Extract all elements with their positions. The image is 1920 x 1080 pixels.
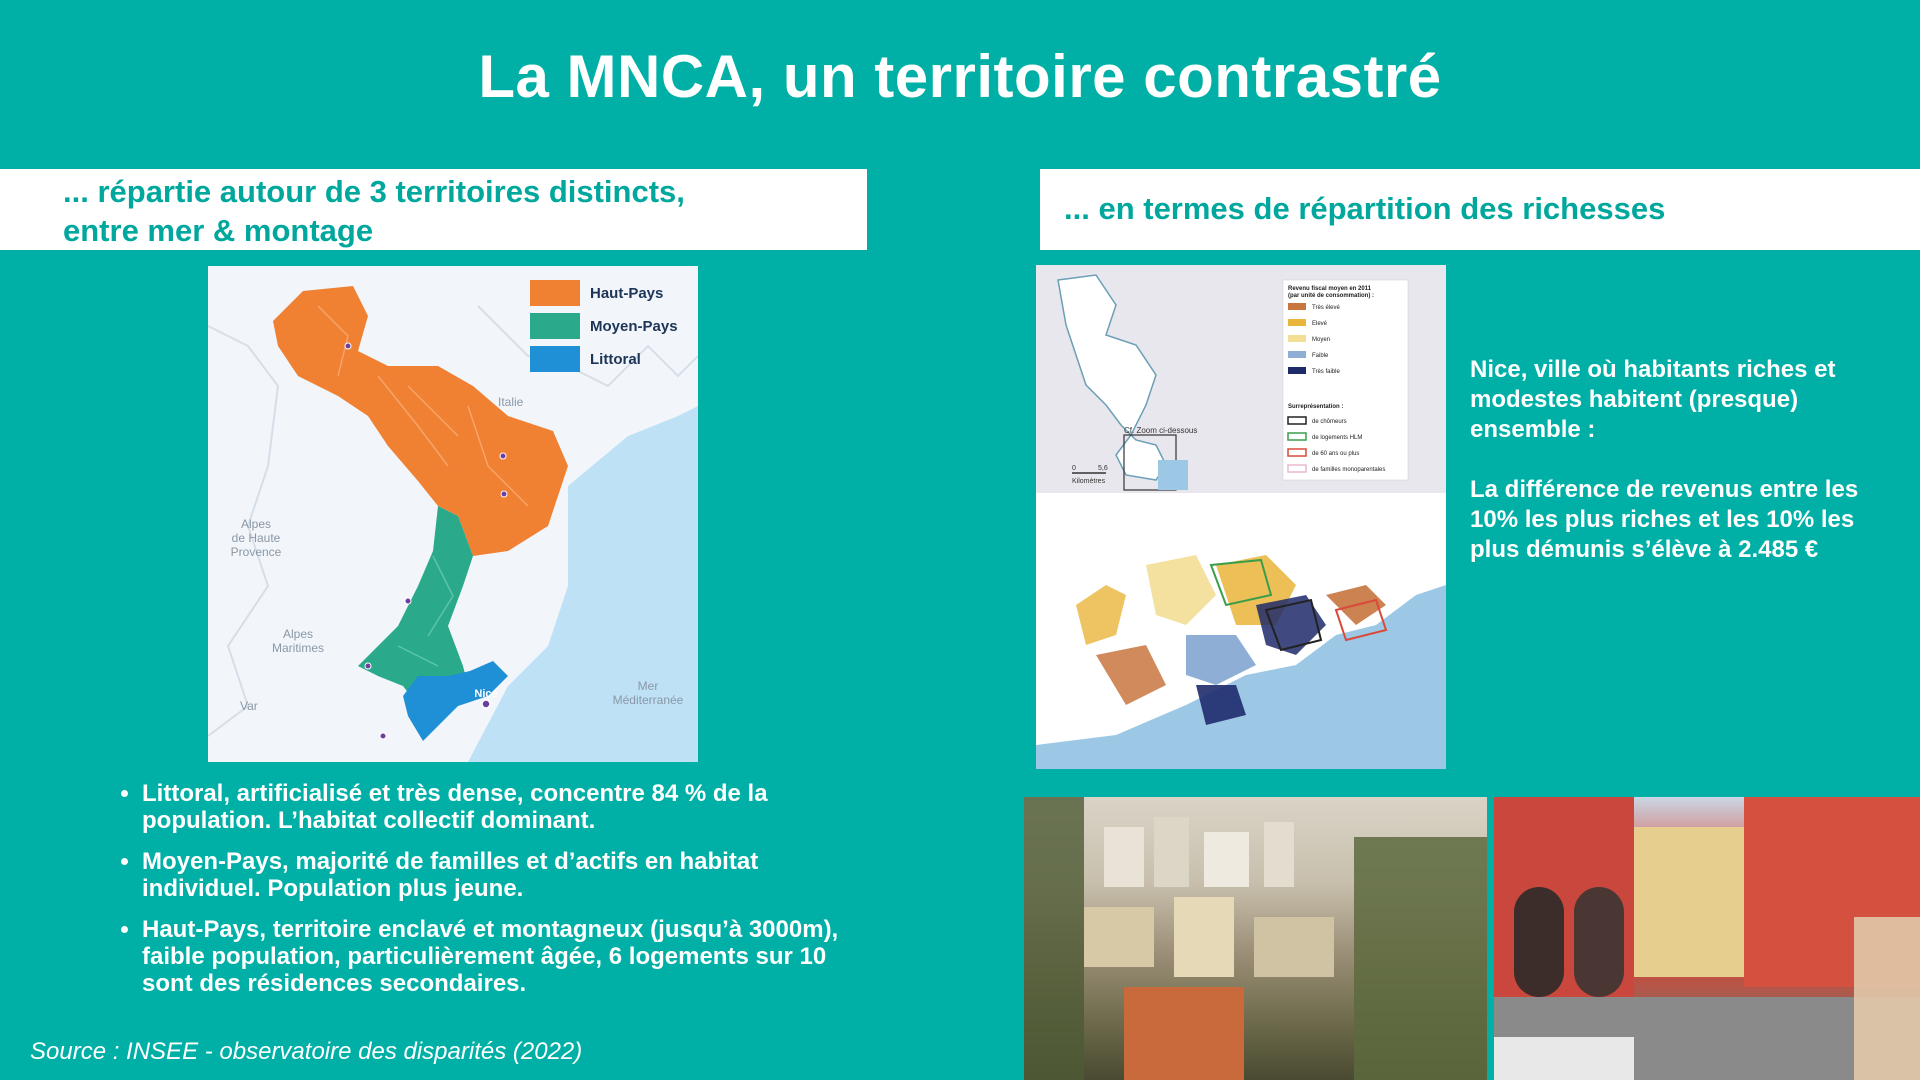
photo-nice-hillside-buildings — [1024, 797, 1487, 1080]
overrep-item-2: de 60 ans ou plus — [1312, 451, 1360, 457]
income-legend-item-0: Très élevé — [1312, 305, 1340, 311]
nice-marker-icon — [482, 700, 490, 708]
zoom-label: Cf. Zoom ci-dessous — [1124, 426, 1198, 435]
label-nice: Nice — [474, 688, 498, 700]
legend-littoral — [530, 346, 641, 372]
overrep-title: Surreprésentation : — [1288, 404, 1344, 410]
photo-place-massena — [1494, 797, 1920, 1080]
legend-label-moyen-pays: Moyen-Pays — [590, 317, 678, 335]
right-header-text: ... en termes de répartition des richesses — [1064, 191, 1666, 226]
label-alpes-hp-1: Alpes — [240, 517, 272, 531]
legend-label-haut-pays: Haut-Pays — [590, 284, 664, 302]
label-var: Var — [240, 699, 258, 713]
income-map-svg — [1036, 265, 1446, 769]
bullet-moyen-pays: • Moyen-Pays, majorité de familles et d’actifs en habitat individuel. Population plus jeune. — [142, 848, 842, 902]
income-legend-title-2: (par unité de consommation) : — [1288, 293, 1375, 299]
income-legend-item-2: Moyen — [1312, 337, 1331, 343]
right-section-header — [1040, 169, 1920, 250]
label-mer-2: Méditerranée — [612, 693, 684, 707]
source-note: Source : INSEE - observatoire des disparités (2022) — [30, 1038, 583, 1065]
label-alpes-maritimes-2: Maritimes — [271, 641, 325, 655]
right-description-p2: La différence de revenus entre les 10% les plus riches et les 10% les plus démunis s’élève à 2.485 € — [1470, 476, 1859, 563]
legend-swatch-haut-pays — [530, 280, 580, 306]
label-alpes-maritimes-1: Alpes — [282, 627, 314, 641]
territories-map — [208, 266, 698, 762]
legend-label-littoral: Littoral — [590, 350, 641, 368]
right-description — [1470, 355, 1900, 595]
photo-1-svg — [1024, 797, 1487, 1080]
income-legend-item-4: Très faible — [1312, 369, 1340, 375]
bullet-haut-pays: • Haut-Pays, territoire enclavé et montagneux (jusqu’à 3000m), faible population, particulièrement âgée, 6 logements sur 10 sont des résidences secondaires. — [142, 916, 842, 997]
bullet-littoral: • Littoral, artificialisé et très dense, concentre 84 % de la population. L’habitat collectif dominant. — [142, 780, 842, 834]
right-description-p1: Nice, ville où habitants riches et modestes habitent (presque) ensemble : — [1470, 356, 1836, 443]
label-alpes-hp-2: de Haute — [231, 531, 281, 545]
scale-tick-0: 0 — [1072, 465, 1076, 472]
income-map — [1036, 265, 1446, 769]
scale-label: Kilomètres — [1072, 478, 1106, 485]
label-italie: Italie — [498, 395, 524, 409]
income-legend-title-1: Revenu fiscal moyen en 2011 — [1288, 286, 1372, 292]
territory-bullets — [110, 780, 842, 1011]
photo-2-svg — [1494, 797, 1920, 1080]
overrep-item-0: de chômeurs — [1312, 419, 1347, 425]
legend-haut-pays — [530, 280, 663, 306]
overrep-item-1: de logements HLM — [1312, 435, 1363, 441]
legend-swatch-moyen-pays — [530, 313, 580, 339]
overrep-item-3: de familles monoparentales — [1312, 467, 1386, 473]
page-title: La MNCA, un territoire contrastré — [478, 43, 1442, 110]
income-legend-item-1: Elevé — [1312, 321, 1328, 327]
legend-moyen-pays — [530, 313, 678, 339]
left-section-header — [0, 169, 867, 250]
left-header-line-2: entre mer & montage — [63, 213, 374, 248]
left-header-line-1: ... répartie autour de 3 territoires distincts, — [63, 174, 685, 209]
income-legend-item-3: Faible — [1312, 353, 1329, 359]
legend-swatch-littoral — [530, 346, 580, 372]
scale-tick-1: 5,6 — [1098, 465, 1108, 472]
label-mer-1: Mer — [637, 679, 659, 693]
territories-map-svg — [208, 266, 698, 762]
label-alpes-hp-3: Provence — [230, 545, 282, 559]
